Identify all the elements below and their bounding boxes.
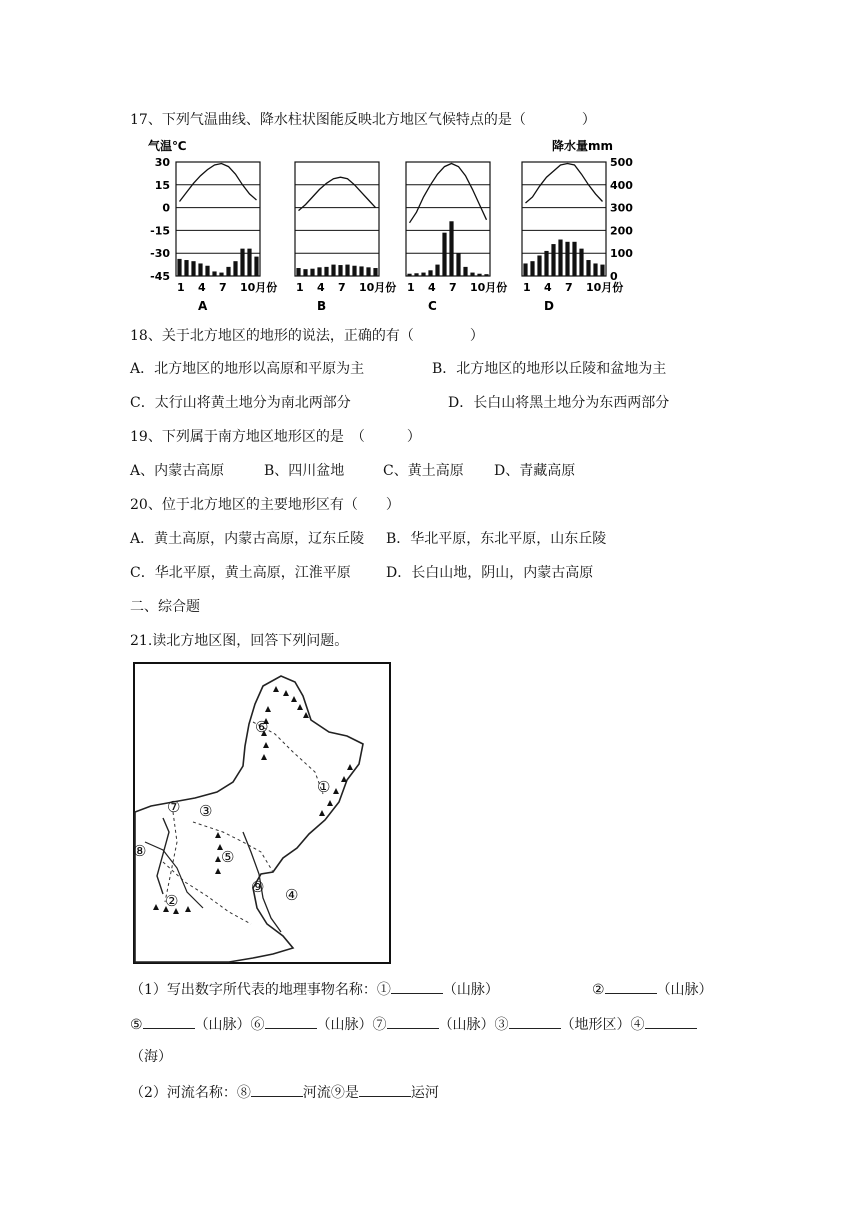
left-tick-label: 15 bbox=[154, 178, 170, 192]
x-tick-label: 1 bbox=[407, 281, 415, 294]
precip-bar bbox=[303, 269, 307, 276]
precip-bar bbox=[442, 233, 446, 276]
panel-frame bbox=[522, 162, 606, 276]
answer-blank-3[interactable] bbox=[509, 1014, 561, 1029]
precip-bar bbox=[366, 267, 370, 276]
question-19: 19、下列属于南方地区地形区的是 （ ） bbox=[130, 429, 421, 445]
sub2-prefix: （2）河流名称：⑧ bbox=[130, 1085, 251, 1101]
temperature-curve bbox=[299, 177, 376, 210]
map-label-9: ⑨ bbox=[251, 878, 265, 896]
precip-bar bbox=[240, 249, 244, 276]
precip-bar bbox=[600, 265, 604, 276]
precip-bar bbox=[579, 249, 583, 276]
map-label-2: ② bbox=[165, 892, 179, 910]
sub1-circle-5: ⑤ bbox=[130, 1017, 143, 1033]
map-label-5: ⑤ bbox=[221, 848, 235, 866]
north-china-map bbox=[133, 662, 391, 964]
answer-blank-4[interactable] bbox=[645, 1014, 697, 1029]
panel-label: A bbox=[198, 299, 208, 313]
panel-frame bbox=[406, 162, 490, 276]
precip-bar bbox=[470, 273, 474, 276]
x-tick-label: 7 bbox=[219, 281, 227, 294]
option-19-c: C、黄土高原 bbox=[383, 463, 464, 479]
sub-question-1-line-3: （海） bbox=[130, 1049, 172, 1065]
precip-bar bbox=[212, 271, 216, 276]
map-label-1: ① bbox=[317, 778, 331, 796]
option-20-c: C．华北平原，黄土高原，江淮平原 bbox=[130, 565, 351, 581]
precip-bar bbox=[530, 261, 534, 276]
map-label-3: ③ bbox=[199, 802, 213, 820]
question-18: 18、关于北方地区的地形的说法，正确的有（ ） bbox=[130, 328, 484, 344]
precip-bar bbox=[198, 263, 202, 276]
precip-bar bbox=[544, 251, 548, 276]
precip-bar bbox=[586, 260, 590, 276]
sub-question-1-line-2 bbox=[130, 1014, 697, 1035]
map-label-7: ⑦ bbox=[167, 798, 181, 816]
precip-bar bbox=[456, 253, 460, 276]
precip-bar bbox=[359, 266, 363, 276]
left-axis-title: 气温℃ bbox=[148, 139, 187, 153]
answer-blank-9[interactable] bbox=[359, 1082, 411, 1097]
sub2-mid: 河流⑨是 bbox=[302, 1085, 359, 1101]
right-tick-label: 0 bbox=[610, 270, 618, 283]
precip-bar bbox=[551, 244, 555, 276]
answer-blank-2[interactable] bbox=[605, 979, 657, 994]
x-tick-label: 4 bbox=[198, 281, 206, 294]
precip-bar bbox=[449, 221, 453, 276]
precip-bar bbox=[177, 259, 181, 276]
panel-label: B bbox=[317, 299, 327, 313]
answer-blank-8[interactable] bbox=[251, 1082, 303, 1097]
left-tick-label: 30 bbox=[154, 156, 170, 169]
question-20: 20、位于北方地区的主要地形区有（ ） bbox=[130, 497, 400, 513]
precip-bar bbox=[331, 265, 335, 276]
x-tick-label: 1 bbox=[523, 281, 531, 294]
panel-frame bbox=[176, 162, 260, 276]
sub-question-1-line-1 bbox=[130, 979, 499, 1000]
precip-bar bbox=[345, 265, 349, 276]
precip-bar bbox=[558, 240, 562, 276]
sub-question-1-line-1b bbox=[592, 979, 713, 1000]
panel-frame bbox=[295, 162, 379, 276]
precip-bar bbox=[477, 274, 481, 276]
precip-bar bbox=[484, 274, 488, 276]
precip-bar bbox=[226, 267, 230, 276]
precip-bar bbox=[537, 255, 541, 276]
left-tick-label: 0 bbox=[162, 201, 170, 215]
precip-bar bbox=[407, 274, 411, 276]
question-21: 21.读北方地区图，回答下列问题。 bbox=[130, 633, 349, 649]
x-tick-label: 7 bbox=[565, 281, 573, 294]
precip-bar bbox=[428, 270, 432, 276]
sub1-suffix-1: （山脉） bbox=[442, 982, 499, 998]
x-tick-label: 10月份 bbox=[470, 281, 508, 294]
answer-blank-7[interactable] bbox=[387, 1014, 439, 1029]
precip-bar bbox=[414, 273, 418, 276]
answer-blank-5[interactable] bbox=[143, 1014, 195, 1029]
option-18-c: C．太行山将黄土地分为南北两部分 bbox=[130, 395, 351, 411]
sub1-suffix-2: （山脉） bbox=[656, 982, 713, 998]
option-20-b: B．华北平原，东北平原，山东丘陵 bbox=[386, 531, 607, 547]
option-19-b: B、四川盆地 bbox=[264, 463, 345, 479]
right-tick-label: 400 bbox=[610, 178, 633, 192]
sub1-circle-2: ② bbox=[592, 982, 605, 998]
map-label-6: ⑥ bbox=[255, 718, 269, 736]
precip-bar bbox=[338, 265, 342, 276]
precip-bar bbox=[205, 266, 209, 276]
climate-chart-svg bbox=[140, 136, 660, 316]
x-tick-label: 10月份 bbox=[586, 281, 624, 294]
map-label-8: ⑧ bbox=[133, 842, 147, 860]
x-tick-label: 1 bbox=[296, 281, 304, 294]
precip-bar bbox=[219, 273, 223, 276]
precip-bar bbox=[373, 268, 377, 276]
option-20-a: A．黄土高原，内蒙古高原，辽东丘陵 bbox=[130, 531, 365, 547]
precip-bar bbox=[317, 267, 321, 276]
x-tick-label: 10月份 bbox=[240, 281, 278, 294]
precip-bar bbox=[233, 261, 237, 276]
precip-bar bbox=[523, 263, 527, 276]
map-label-4: ④ bbox=[285, 886, 299, 904]
x-tick-label: 4 bbox=[544, 281, 552, 294]
precip-bar bbox=[593, 263, 597, 276]
precip-bar bbox=[435, 265, 439, 276]
question-17: 17、下列气温曲线、降水柱状图能反映北方地区气候特点的是（ ） bbox=[130, 112, 596, 128]
option-19-a: A、内蒙古高原 bbox=[130, 463, 225, 479]
panel-label: C bbox=[428, 299, 437, 313]
precip-bar bbox=[565, 242, 569, 276]
precip-bar bbox=[572, 242, 576, 276]
right-tick-label: 200 bbox=[610, 224, 633, 238]
sub-question-2 bbox=[130, 1082, 439, 1103]
sub1-suffix-7: （山脉）③ bbox=[438, 1017, 509, 1033]
right-tick-label: 500 bbox=[610, 156, 633, 169]
option-18-d: D．长白山将黑土地分为东西两部分 bbox=[448, 395, 670, 411]
temperature-curve bbox=[410, 164, 487, 223]
precip-bar bbox=[191, 261, 195, 276]
answer-blank-6[interactable] bbox=[265, 1014, 317, 1029]
sub1-suffix-3: （地形区）④ bbox=[560, 1017, 645, 1033]
precip-bar bbox=[247, 249, 251, 276]
temperature-curve bbox=[180, 164, 257, 202]
x-tick-label: 7 bbox=[338, 281, 346, 294]
x-tick-label: 10月份 bbox=[359, 281, 397, 294]
sub1-prefix: （1）写出数字所代表的地理事物名称：① bbox=[130, 982, 391, 998]
precip-bar bbox=[310, 269, 314, 276]
precip-bar bbox=[184, 260, 188, 276]
precip-bar bbox=[421, 273, 425, 276]
panel-label: D bbox=[544, 299, 554, 313]
left-tick-label: -30 bbox=[150, 247, 170, 261]
climate-charts bbox=[140, 136, 660, 316]
section-heading: 二、综合题 bbox=[130, 599, 200, 615]
temperature-curve bbox=[526, 164, 603, 204]
right-tick-label: 300 bbox=[610, 201, 633, 215]
right-axis-title: 降水量mm bbox=[552, 139, 614, 153]
precip-bar bbox=[296, 268, 300, 276]
left-tick-label: -15 bbox=[150, 224, 170, 238]
precip-bar bbox=[254, 257, 258, 276]
sub1-suffix-6: （山脉）⑦ bbox=[316, 1017, 387, 1033]
left-tick-label: -45 bbox=[150, 270, 170, 283]
x-tick-label: 4 bbox=[428, 281, 436, 294]
precip-bar bbox=[324, 267, 328, 276]
x-tick-label: 4 bbox=[317, 281, 325, 294]
x-tick-label: 1 bbox=[177, 281, 185, 294]
right-tick-label: 100 bbox=[610, 247, 633, 261]
answer-blank-1[interactable] bbox=[391, 979, 443, 994]
x-tick-label: 7 bbox=[449, 281, 457, 294]
option-20-d: D．长白山地，阴山，内蒙古高原 bbox=[386, 565, 594, 581]
option-19-d: D、青藏高原 bbox=[494, 463, 576, 479]
option-18-a: A．北方地区的地形以高原和平原为主 bbox=[130, 361, 365, 377]
precip-bar bbox=[352, 266, 356, 276]
sub1-suffix-5: （山脉）⑥ bbox=[194, 1017, 265, 1033]
sub2-suffix: 运河 bbox=[410, 1085, 439, 1101]
precip-bar bbox=[463, 267, 467, 276]
option-18-b: B．北方地区的地形以丘陵和盆地为主 bbox=[432, 361, 667, 377]
